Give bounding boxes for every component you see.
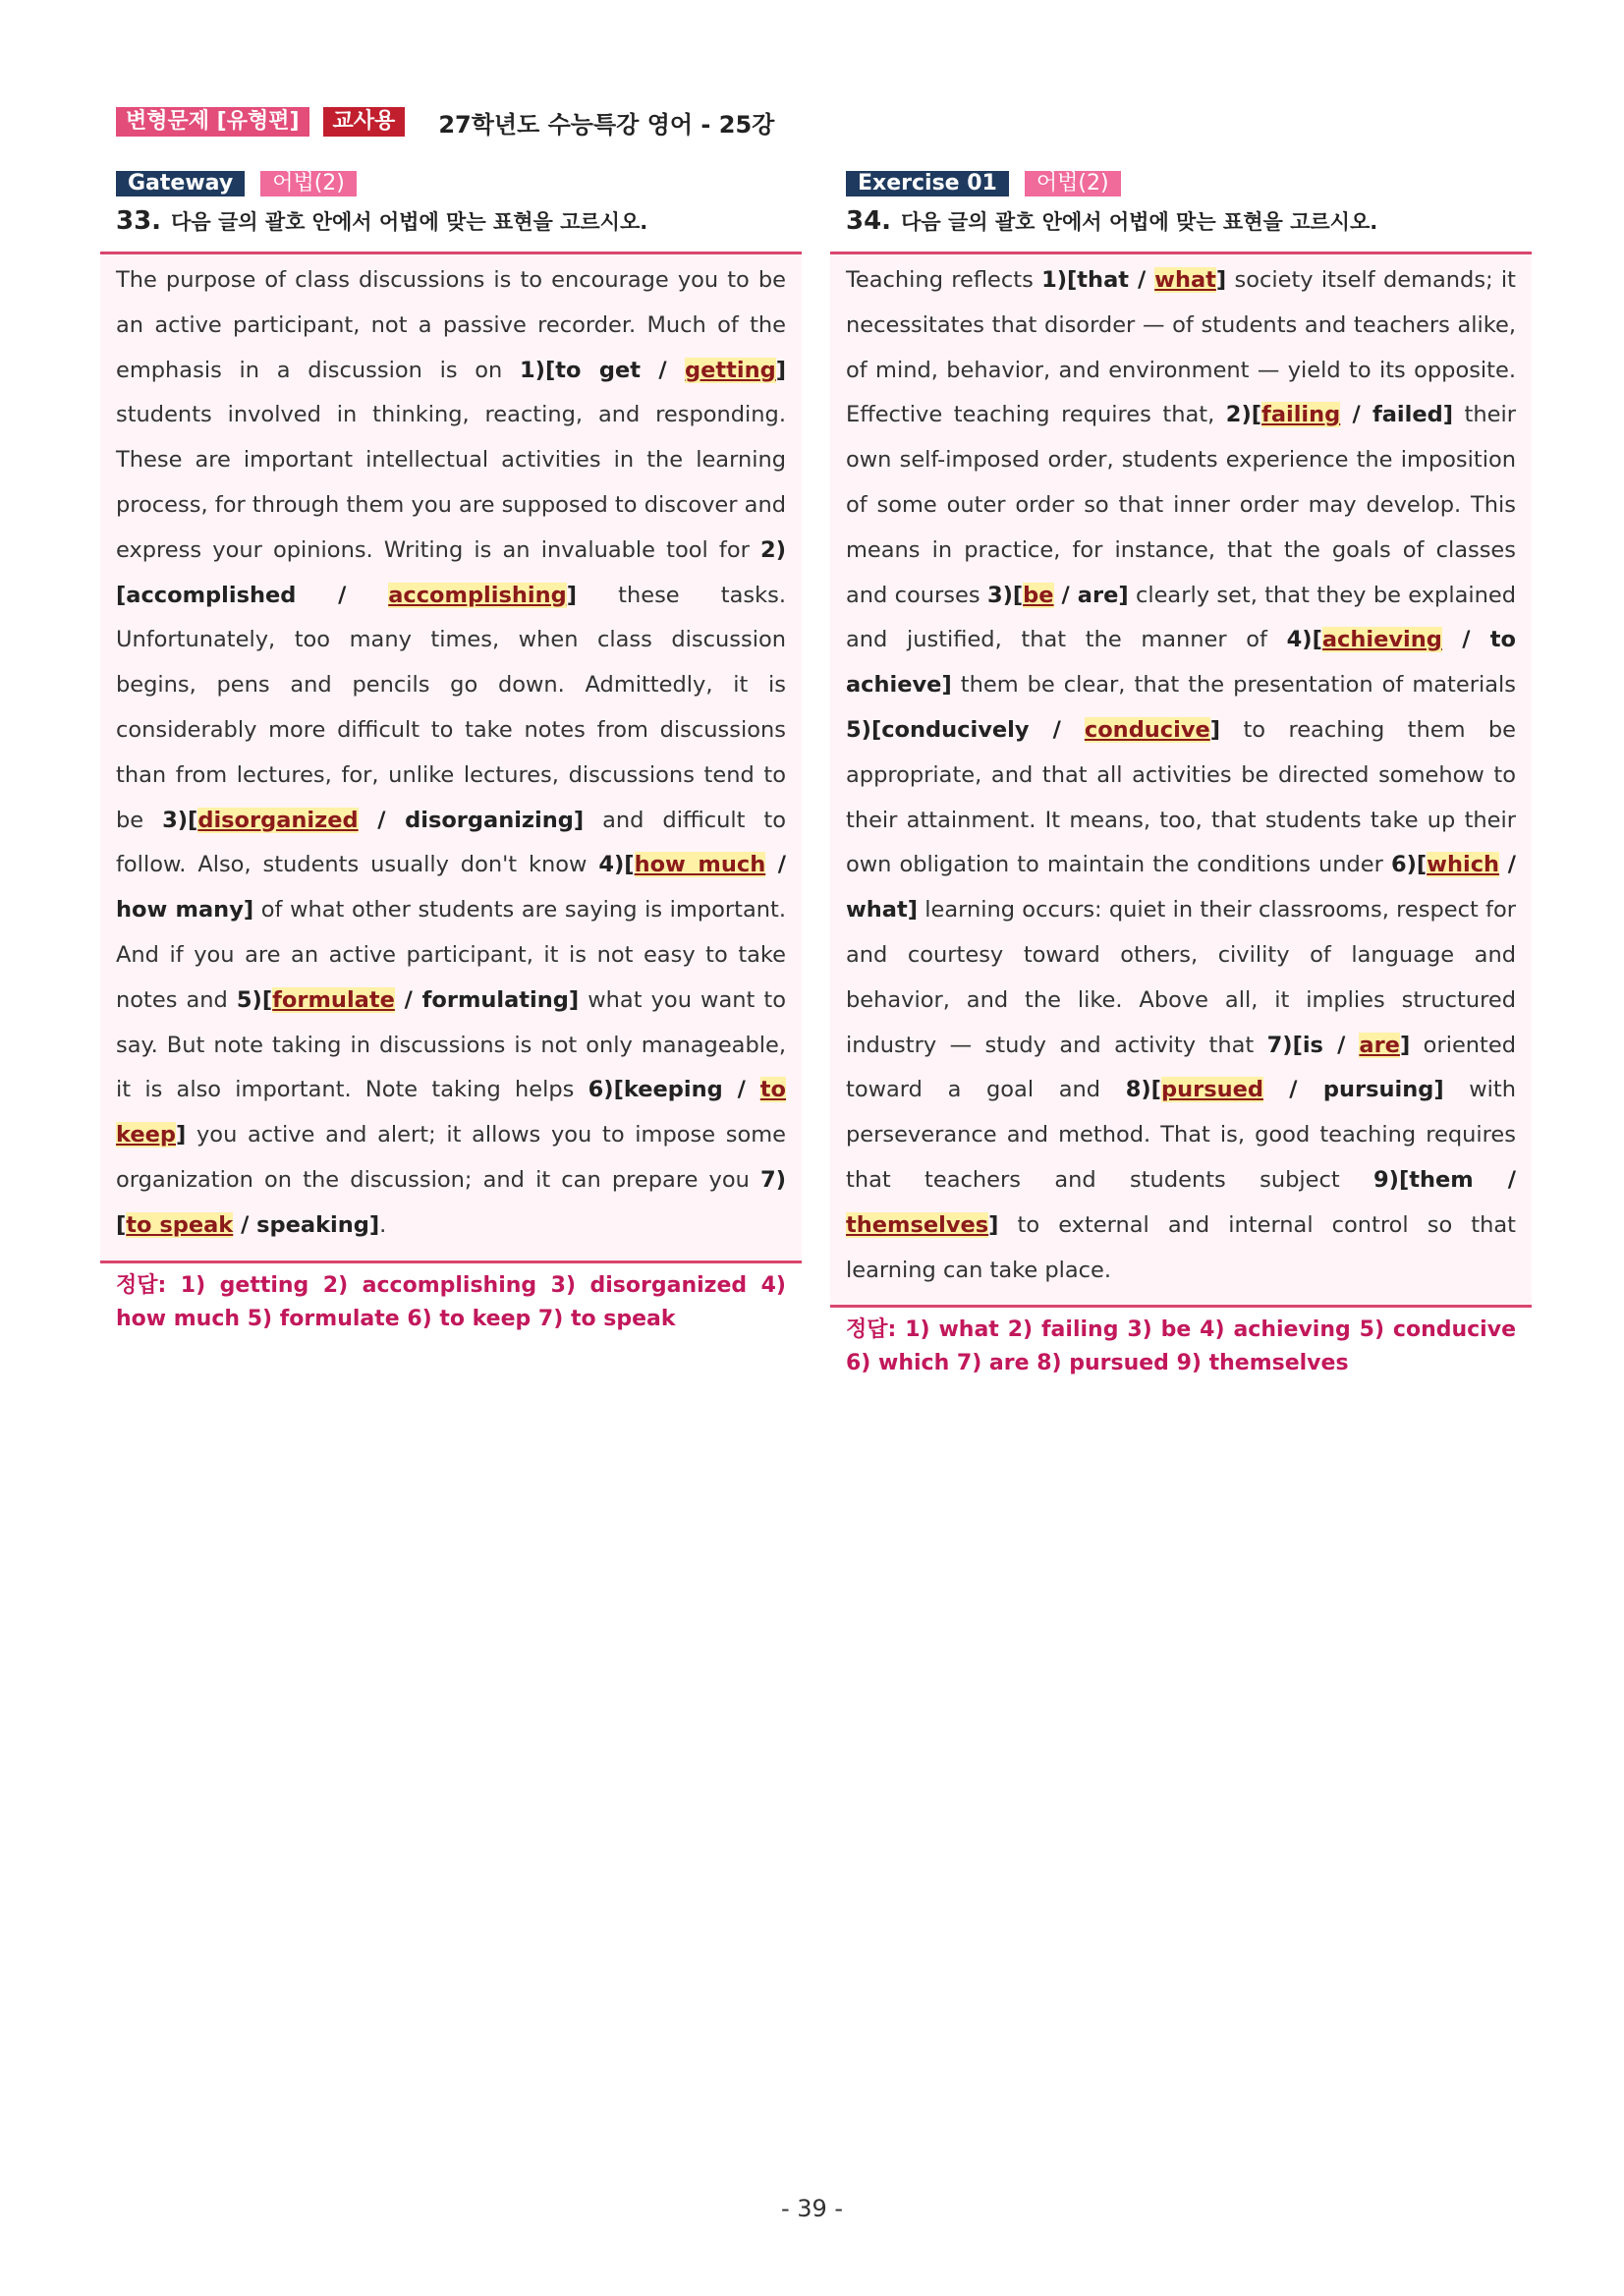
question-labels [100, 169, 802, 198]
question-labels [830, 169, 1532, 198]
question-number: 33. [116, 206, 162, 236]
question-text: 다음 글의 괄호 안에서 어법에 맞는 표현을 고르시오. [901, 210, 1378, 234]
question-line [830, 206, 1532, 238]
question-34 [830, 169, 1532, 1380]
passage-text: Teaching reflects 1)[that / what] society itself demands; it necessitates that disorder — of students and teachers alike, of mind, behavior, and environment — yield to its opposite. Effective teaching requires that, 2)[failing / failed] their own self-imposed order, students experience the imposition of some outer order so that inner order may develop. This means in practice, for instance, that the goals of classes and courses 3)[be / are] clearly set, that they be explained and justified, that the manner of 4)[achieving / to achieve] them be clear, that the presentation of materials 5)[conducively / conducive] to reaching them be appropriate, and that all activities be directed somehow to their attainment. It means, too, that students take up their own obligation to maintain the conditions under 6)[which / what] learning occurs: quiet in their classrooms, respect for and courtesy toward others, civility of language and behavior, and the like. Above all, it implies structured industry — study and activity that 7)[is / are] oriented toward a goal and 8)[pursued / pursuing] with perseverance and method. That is, good teaching requires that teachers and students subject 9)[them / themselves] to external and internal control so that learning can take place. [846, 267, 1517, 1283]
page-number: - 39 - [780, 2195, 844, 2222]
type-tag: 변형문제 [유형편] [116, 107, 309, 137]
teacher-tag: 교사용 [323, 107, 406, 137]
gateway-label: Gateway [116, 171, 245, 196]
page-header [116, 106, 774, 138]
question-number: 34. [846, 206, 892, 236]
question-line [100, 206, 802, 238]
answer-key: 정답: 1) getting 2) accomplishing 3) disorganized 4) how much 5) formulate 6) to keep 7) to speak [116, 1272, 786, 1331]
grammar-label: 어법(2) [1025, 171, 1121, 196]
exercise-label: Exercise 01 [846, 171, 1009, 196]
question-text: 다음 글의 괄호 안에서 어법에 맞는 표현을 고르시오. [171, 210, 648, 234]
passage-box [830, 252, 1532, 1308]
answer-key: 정답: 1) what 2) failing 3) be 4) achieving 5) conducive 6) which 7) are 8) pursued 9) themselves [846, 1317, 1516, 1376]
question-33 [100, 169, 802, 1336]
passage-text: The purpose of class discussions is to encourage you to be an active participant, not a passive recorder. Much of the emphasis in a discussion is on 1)[to get / getting] students involved in thinking, reacting, and responding. These are important intellectual activities in the learning process, for through them you are supposed to discover and express your opinions. Writing is an invaluable tool for 2)[accomplished / accomplishing] these tasks. Unfortunately, too many times, when class discussion begins, pens and pencils go down. Admittedly, it is considerably more difficult to take notes from discussions than from lectures, for, unlike lectures, discussions tend to be 3)[disorganized / disorganizing] and difficult to follow. Also, students usually don't know 4)[how much / how many] of what other students are saying is important. And if you are an active participant, it is not easy to take notes and 5)[formulate / formulating] what you want to say. But note taking in discussions is not only manageable, it is also important. Note taking helps 6)[keeping / to keep] you active and alert; it allows you to impose some organization on the discussion; and it can prepare you 7)[to speak / speaking]. [116, 267, 787, 1238]
page-title: 27학년도 수능특강 영어 - 25강 [438, 110, 775, 139]
passage-box [100, 252, 802, 1263]
grammar-label: 어법(2) [260, 171, 357, 196]
